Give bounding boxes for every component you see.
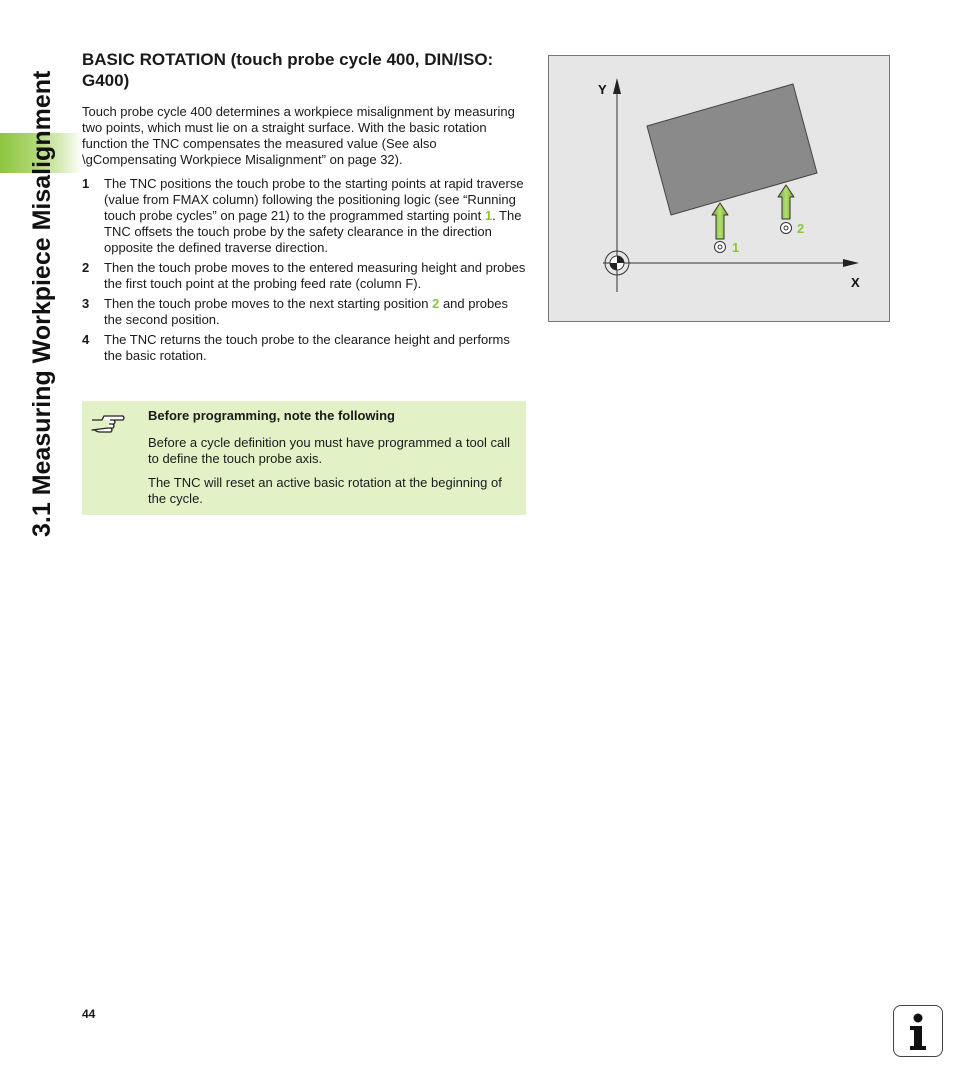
note-paragraph: The TNC will reset an active basic rotation at the beginning of the cycle.	[148, 475, 502, 506]
note-title: Before programming, note the following	[148, 408, 395, 423]
y-axis-arrowhead	[613, 78, 621, 94]
y-axis-label: Y	[598, 82, 607, 97]
note-paragraph: Before a cycle definition you must have programmed a tool call to define the touch probe axis.	[148, 435, 511, 466]
page-number: 44	[82, 1007, 96, 1021]
step-text: and probes the second position.	[104, 296, 508, 327]
chapter-side-title: 3.1 Measuring Workpiece Misalignment	[28, 70, 56, 537]
note-body	[148, 408, 518, 515]
step-text: . The TNC offsets the touch probe by the safety clearance in the direction opposite the defined traverse direction.	[104, 208, 522, 255]
list-item	[82, 176, 526, 256]
x-axis-arrowhead	[843, 259, 859, 267]
probe-arrow-2	[778, 185, 794, 219]
intro-paragraph: Touch probe cycle 400 determines a workpiece misalignment by measuring two points, which must lie on a straight surface. With the basic rotation function the TNC compensates the measured value (See also \gCompensating Workpiece Misalignment” on page 32).	[82, 104, 515, 167]
basic-rotation-figure	[548, 55, 890, 322]
note-box	[82, 401, 526, 515]
info-icon[interactable]	[893, 1005, 943, 1057]
pointing-hand-icon	[90, 411, 126, 435]
point-2-label: 2	[797, 221, 805, 236]
step-number: 1	[82, 176, 90, 191]
info-glyph	[894, 1006, 942, 1056]
probe-point-2-icon	[781, 223, 792, 234]
step-number: 4	[82, 332, 90, 347]
step-text: Then the touch probe moves to the entered measuring height and probes the first touch point at the probing feed rate (column F).	[104, 260, 526, 291]
step-number: 3	[82, 296, 90, 311]
section-title: BASIC ROTATION (touch probe cycle 400, DIN/ISO: G400)	[82, 50, 494, 90]
step-text: Then the touch probe moves to the next starting position	[104, 296, 433, 311]
point-1-label: 1	[732, 240, 740, 255]
list-item	[82, 332, 526, 364]
probe-arrow-1	[712, 203, 728, 239]
main-content	[82, 49, 526, 368]
probe-point-1-icon	[715, 242, 726, 253]
step-text: The TNC positions the touch probe to the starting points at rapid traverse (value from FMAX column) following the positioning logic (see “Running touch probe cycles” on page 21) to the programmed starting point	[104, 176, 524, 223]
x-axis-label: X	[851, 275, 860, 290]
list-item	[82, 260, 526, 292]
step-list	[82, 176, 526, 364]
point-ref: 1	[484, 208, 493, 223]
list-item	[82, 296, 526, 328]
figure-drawing	[549, 56, 889, 321]
point-ref: 2	[432, 296, 440, 311]
step-number: 2	[82, 260, 90, 275]
step-text: The TNC returns the touch probe to the clearance height and performs the basic rotation.	[104, 332, 510, 363]
